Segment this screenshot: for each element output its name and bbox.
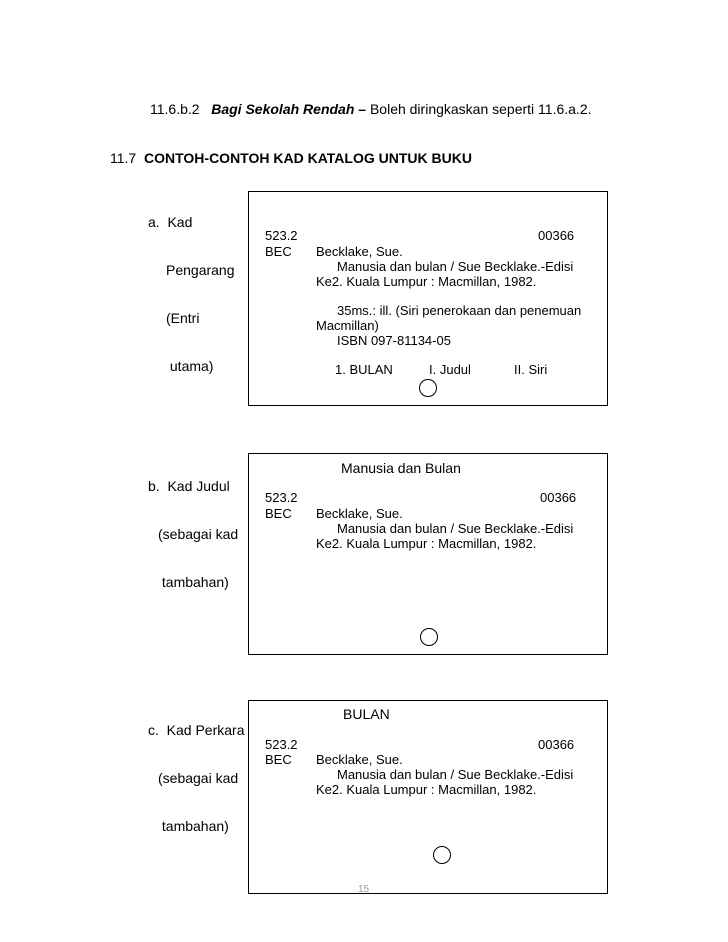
collation-line: Macmillan) bbox=[316, 318, 379, 333]
section-11-6-b-2 bbox=[150, 101, 592, 117]
tracing-series: II. Siri bbox=[514, 362, 548, 377]
call-code: BEC bbox=[265, 506, 292, 521]
card-c-label-line: c. Kad Perkara bbox=[148, 722, 245, 738]
card-header: BULAN bbox=[343, 706, 390, 722]
author-entry: Becklake, Sue. bbox=[316, 506, 403, 521]
isbn: ISBN 097-81134-05 bbox=[337, 333, 451, 348]
author-entry: Becklake, Sue. bbox=[316, 244, 403, 259]
card-hole-icon bbox=[420, 628, 438, 646]
card-c-label bbox=[148, 690, 245, 850]
publication-line: Ke2. Kuala Lumpur : Macmillan, 1982. bbox=[316, 274, 537, 289]
page-number: 15 bbox=[358, 884, 370, 895]
card-a-label-line: (Entri bbox=[166, 310, 200, 326]
title-statement: Manusia dan bulan / Sue Becklake.-Edisi bbox=[337, 767, 574, 782]
call-code: BEC bbox=[265, 244, 292, 259]
author-entry: Becklake, Sue. bbox=[316, 752, 403, 767]
card-header: Manusia dan Bulan bbox=[341, 460, 461, 476]
call-number: 523.2 bbox=[265, 490, 298, 505]
card-b-label bbox=[148, 446, 238, 606]
title-statement: Manusia dan bulan / Sue Becklake.-Edisi bbox=[337, 259, 574, 274]
catalog-card-subject bbox=[248, 700, 608, 894]
card-a-label-line: a. Kad bbox=[148, 214, 193, 230]
section-title: Bagi Sekolah Rendah – bbox=[211, 101, 367, 117]
heading-number: 11.7 bbox=[110, 150, 137, 166]
accession-number: 00366 bbox=[538, 737, 575, 752]
card-hole-icon bbox=[419, 379, 437, 397]
collation-line: 35ms.: ill. (Siri penerokaan dan penemuan bbox=[337, 303, 582, 318]
publication-line: Ke2. Kuala Lumpur : Macmillan, 1982. bbox=[316, 536, 537, 551]
section-number: 11.6.b.2 bbox=[150, 101, 200, 117]
tracing-title: I. Judul bbox=[429, 362, 471, 377]
heading-title: CONTOH-CONTOH KAD KATALOG UNTUK BUKU bbox=[144, 150, 472, 166]
card-c-label-line: (sebagai kad bbox=[158, 770, 239, 786]
accession-number: 00366 bbox=[538, 228, 575, 243]
call-number: 523.2 bbox=[265, 228, 298, 243]
card-a-label-line: Pengarang bbox=[166, 262, 235, 278]
accession-number: 00366 bbox=[540, 490, 577, 505]
card-b-label-line: (sebagai kad bbox=[158, 526, 239, 542]
card-c-label-line: tambahan) bbox=[158, 818, 229, 834]
catalog-card-author bbox=[248, 191, 608, 406]
section-heading bbox=[110, 150, 472, 166]
card-hole-icon bbox=[433, 846, 451, 864]
call-number: 523.2 bbox=[265, 737, 298, 752]
card-a-label bbox=[148, 182, 235, 390]
title-statement: Manusia dan bulan / Sue Becklake.-Edisi bbox=[337, 521, 574, 536]
tracing-subject: 1. BULAN bbox=[335, 362, 393, 377]
call-code: BEC bbox=[265, 752, 292, 767]
publication-line: Ke2. Kuala Lumpur : Macmillan, 1982. bbox=[316, 782, 537, 797]
card-a-label-line: utama) bbox=[166, 358, 214, 374]
card-b-label-line: b. Kad Judul bbox=[148, 478, 230, 494]
catalog-card-title bbox=[248, 453, 608, 655]
card-b-label-line: tambahan) bbox=[158, 574, 229, 590]
section-text: Boleh diringkaskan seperti 11.6.a.2. bbox=[369, 101, 592, 117]
